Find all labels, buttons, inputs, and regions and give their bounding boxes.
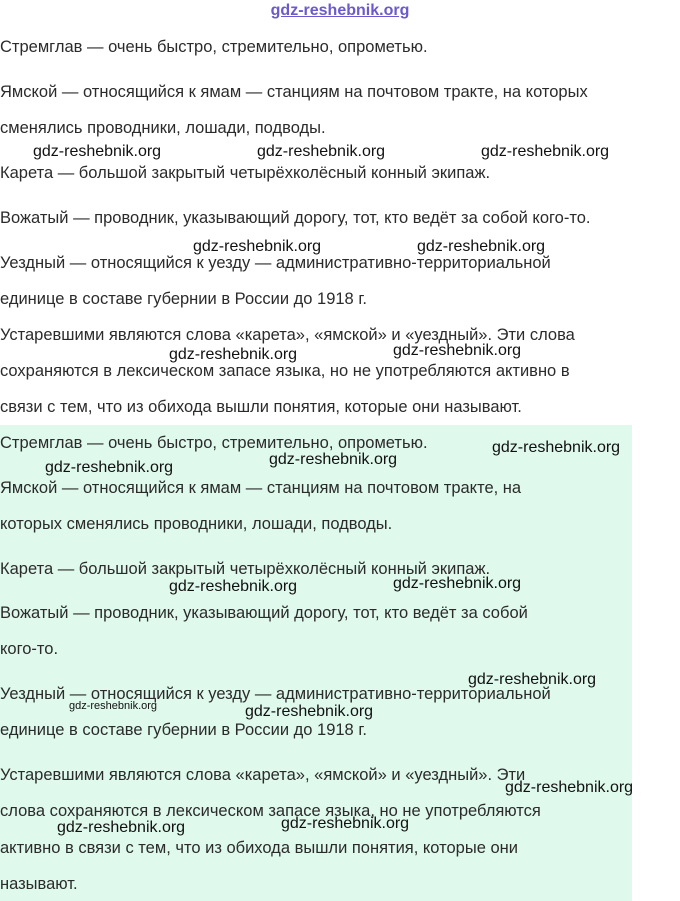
watermark: gdz-reshebnik.org: [281, 815, 410, 832]
text-line: Вожатый — проводник, указывающий дорогу, тот, кто ведёт за собой кого-то.: [0, 209, 591, 227]
text-line: Вожатый — проводник, указывающий дорогу, тот, кто ведёт за собой: [0, 604, 528, 622]
text-line: которых сменялись проводники, лошади, подводы.: [0, 515, 393, 533]
text-line: единице в составе губернии в России до 1918 г.: [0, 290, 367, 308]
text-line: связи с тем, что из обихода вышли понятия, которые они называют.: [0, 398, 522, 416]
text-line: сохраняются в лексическом запасе языка, но не употребляются активно в: [0, 362, 570, 380]
text-line: Карета — большой закрытый четырёхколёсный конный экипаж.: [0, 560, 491, 578]
watermark: gdz-reshebnik.org: [45, 459, 174, 476]
watermark: gdz-reshebnik.org: [492, 439, 621, 456]
watermark: gdz-reshebnik.org: [269, 451, 398, 468]
text-line: единице в составе губернии в России до 1918 г.: [0, 721, 367, 739]
text-line: сменялись проводники, лошади, подводы.: [0, 119, 326, 137]
text-line: Устаревшими являются слова «карета», «ямской» и «уездный». Эти: [0, 766, 526, 784]
text-line: Ямской — относящийся к ямам — станциям на почтовом тракте, на: [0, 479, 522, 497]
text-line: кого-то.: [0, 640, 59, 658]
site-link[interactable]: gdz-reshebnik.org: [270, 2, 410, 19]
watermark: gdz-reshebnik.org: [481, 143, 610, 160]
watermark: gdz-reshebnik.org: [69, 700, 158, 712]
text-line: называют.: [0, 875, 78, 893]
watermark: gdz-reshebnik.org: [505, 779, 634, 796]
text-line: Стремглав — очень быстро, стремительно, опрометью.: [0, 434, 428, 452]
text-line: активно в связи с тем, что из обихода вышли понятия, которые они: [0, 839, 518, 857]
text-line: Уездный — относящийся к уезду — административно-территориальной: [0, 254, 551, 272]
text-line: Карета — большой закрытый четырёхколёсный конный экипаж.: [0, 164, 491, 182]
watermark: gdz-reshebnik.org: [193, 238, 322, 255]
watermark: gdz-reshebnik.org: [393, 575, 522, 592]
watermark: gdz-reshebnik.org: [393, 342, 522, 359]
watermark: gdz-reshebnik.org: [245, 703, 374, 720]
text-line: Уездный — относящийся к уезду — административно-территориальной: [0, 685, 551, 703]
page-header: [0, 2, 680, 20]
watermark: gdz-reshebnik.org: [33, 143, 162, 160]
watermark: gdz-reshebnik.org: [57, 819, 186, 836]
text-line: Ямской — относящийся к ямам — станциям на почтовом тракте, на которых: [0, 83, 588, 101]
text-line: Стремглав — очень быстро, стремительно, опрометью.: [0, 38, 428, 56]
watermark: gdz-reshebnik.org: [257, 143, 386, 160]
watermark: gdz-reshebnik.org: [169, 578, 298, 595]
text-line: Устаревшими являются слова «карета», «ямской» и «уездный». Эти слова: [0, 326, 575, 344]
text-line: слова сохраняются в лексическом запасе языка, но не употребляются: [0, 802, 541, 820]
watermark: gdz-reshebnik.org: [417, 238, 546, 255]
watermark: gdz-reshebnik.org: [468, 671, 597, 688]
watermark: gdz-reshebnik.org: [169, 346, 298, 363]
